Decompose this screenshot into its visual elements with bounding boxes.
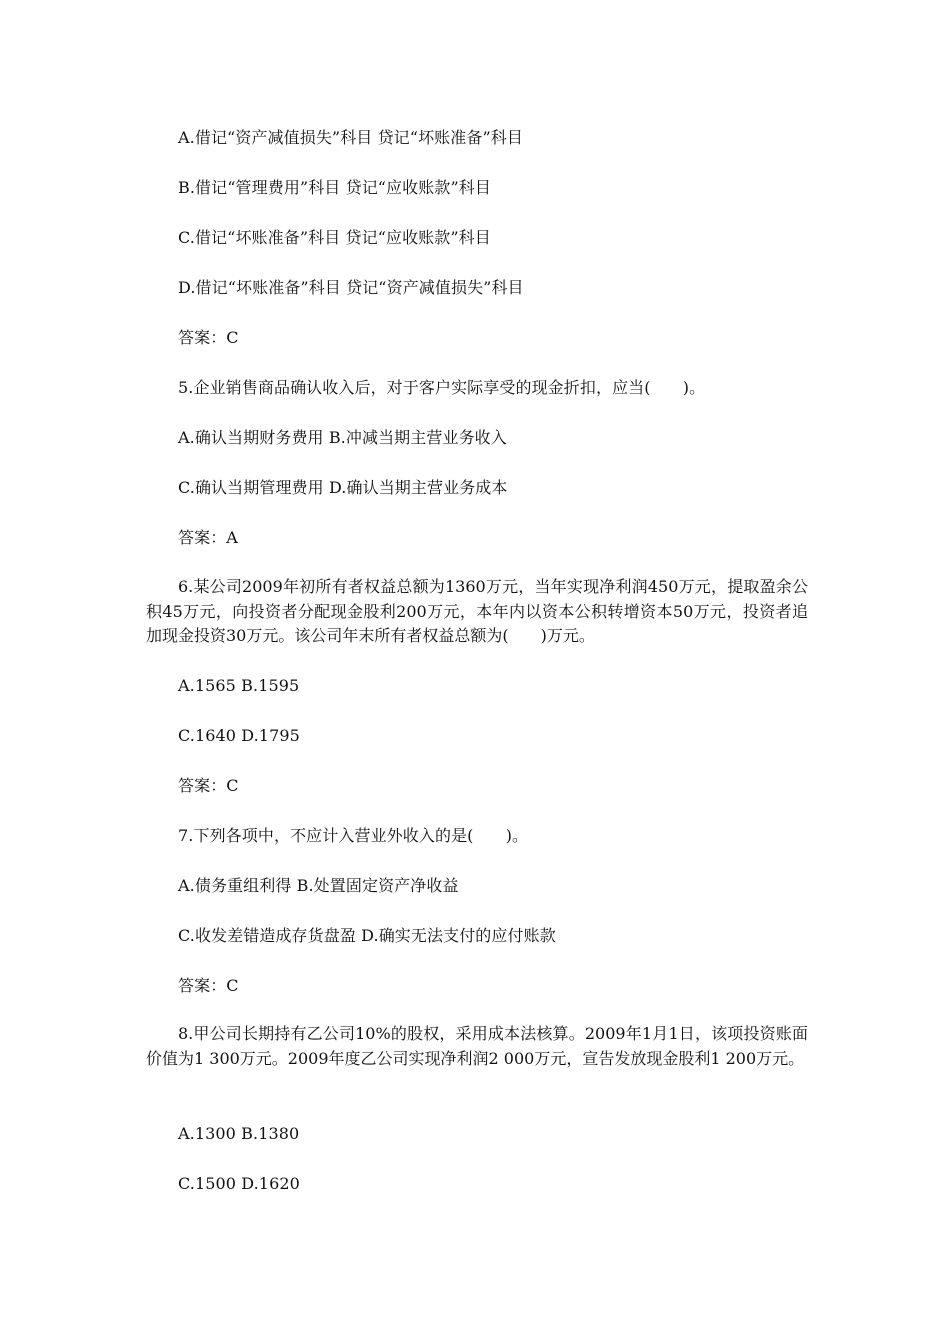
q6-question: 6.某公司2009年初所有者权益总额为1360万元，当年实现净利润450万元，提取盈余公积45万元，向投资者分配现金股利200万元，本年内以资本公积转增资本50万元，投资者追加现金投资30万元。该公司年末所有者权益总额为( )万元。 — [146, 577, 808, 645]
q7-answer: 答案：C — [178, 976, 239, 995]
q6-options-cd: C.1640 D.1795 — [178, 726, 300, 745]
q6-options-ab: A.1565 B.1595 — [178, 676, 300, 695]
q5-options-cd: C.确认当期管理费用 D.确认当期主营业务成本 — [178, 478, 508, 497]
q5-question: 5.企业销售商品确认收入后，对于客户实际享受的现金折扣，应当( )。 — [178, 378, 706, 397]
q4-option-c: C.借记“坏账准备”科目 贷记“应收账款”科目 — [178, 228, 491, 247]
q4-option-b: B.借记“管理费用”科目 贷记“应收账款”科目 — [178, 178, 491, 197]
q4-answer: 答案：C — [178, 328, 239, 347]
q4-option-a: A.借记“资产减值损失”科目 贷记“坏账准备”科目 — [178, 128, 523, 147]
q7-options-cd: C.收发差错造成存货盘盈 D.确实无法支付的应付账款 — [178, 926, 556, 945]
q5-answer: 答案：A — [178, 528, 238, 547]
q7-options-ab: A.债务重组利得 B.处置固定资产净收益 — [178, 876, 459, 895]
q8-options-ab: A.1300 B.1380 — [178, 1124, 300, 1143]
q6-answer: 答案：C — [178, 776, 239, 795]
q7-question: 7.下列各项中，不应计入营业外收入的是( )。 — [178, 826, 529, 845]
q5-options-ab: A.确认当期财务费用 B.冲减当期主营业务收入 — [178, 428, 507, 447]
q8-question: 8.甲公司长期持有乙公司10%的股权，采用成本法核算。2009年1月1日，该项投资账面价值为1 300万元。2009年度乙公司实现净利润2 000万元，宣告发放现金股利1 200万元。 — [146, 1024, 808, 1068]
q4-option-d: D.借记“坏账准备”科目 贷记“资产减值损失”科目 — [178, 278, 524, 297]
q8-options-cd: C.1500 D.1620 — [178, 1174, 300, 1193]
